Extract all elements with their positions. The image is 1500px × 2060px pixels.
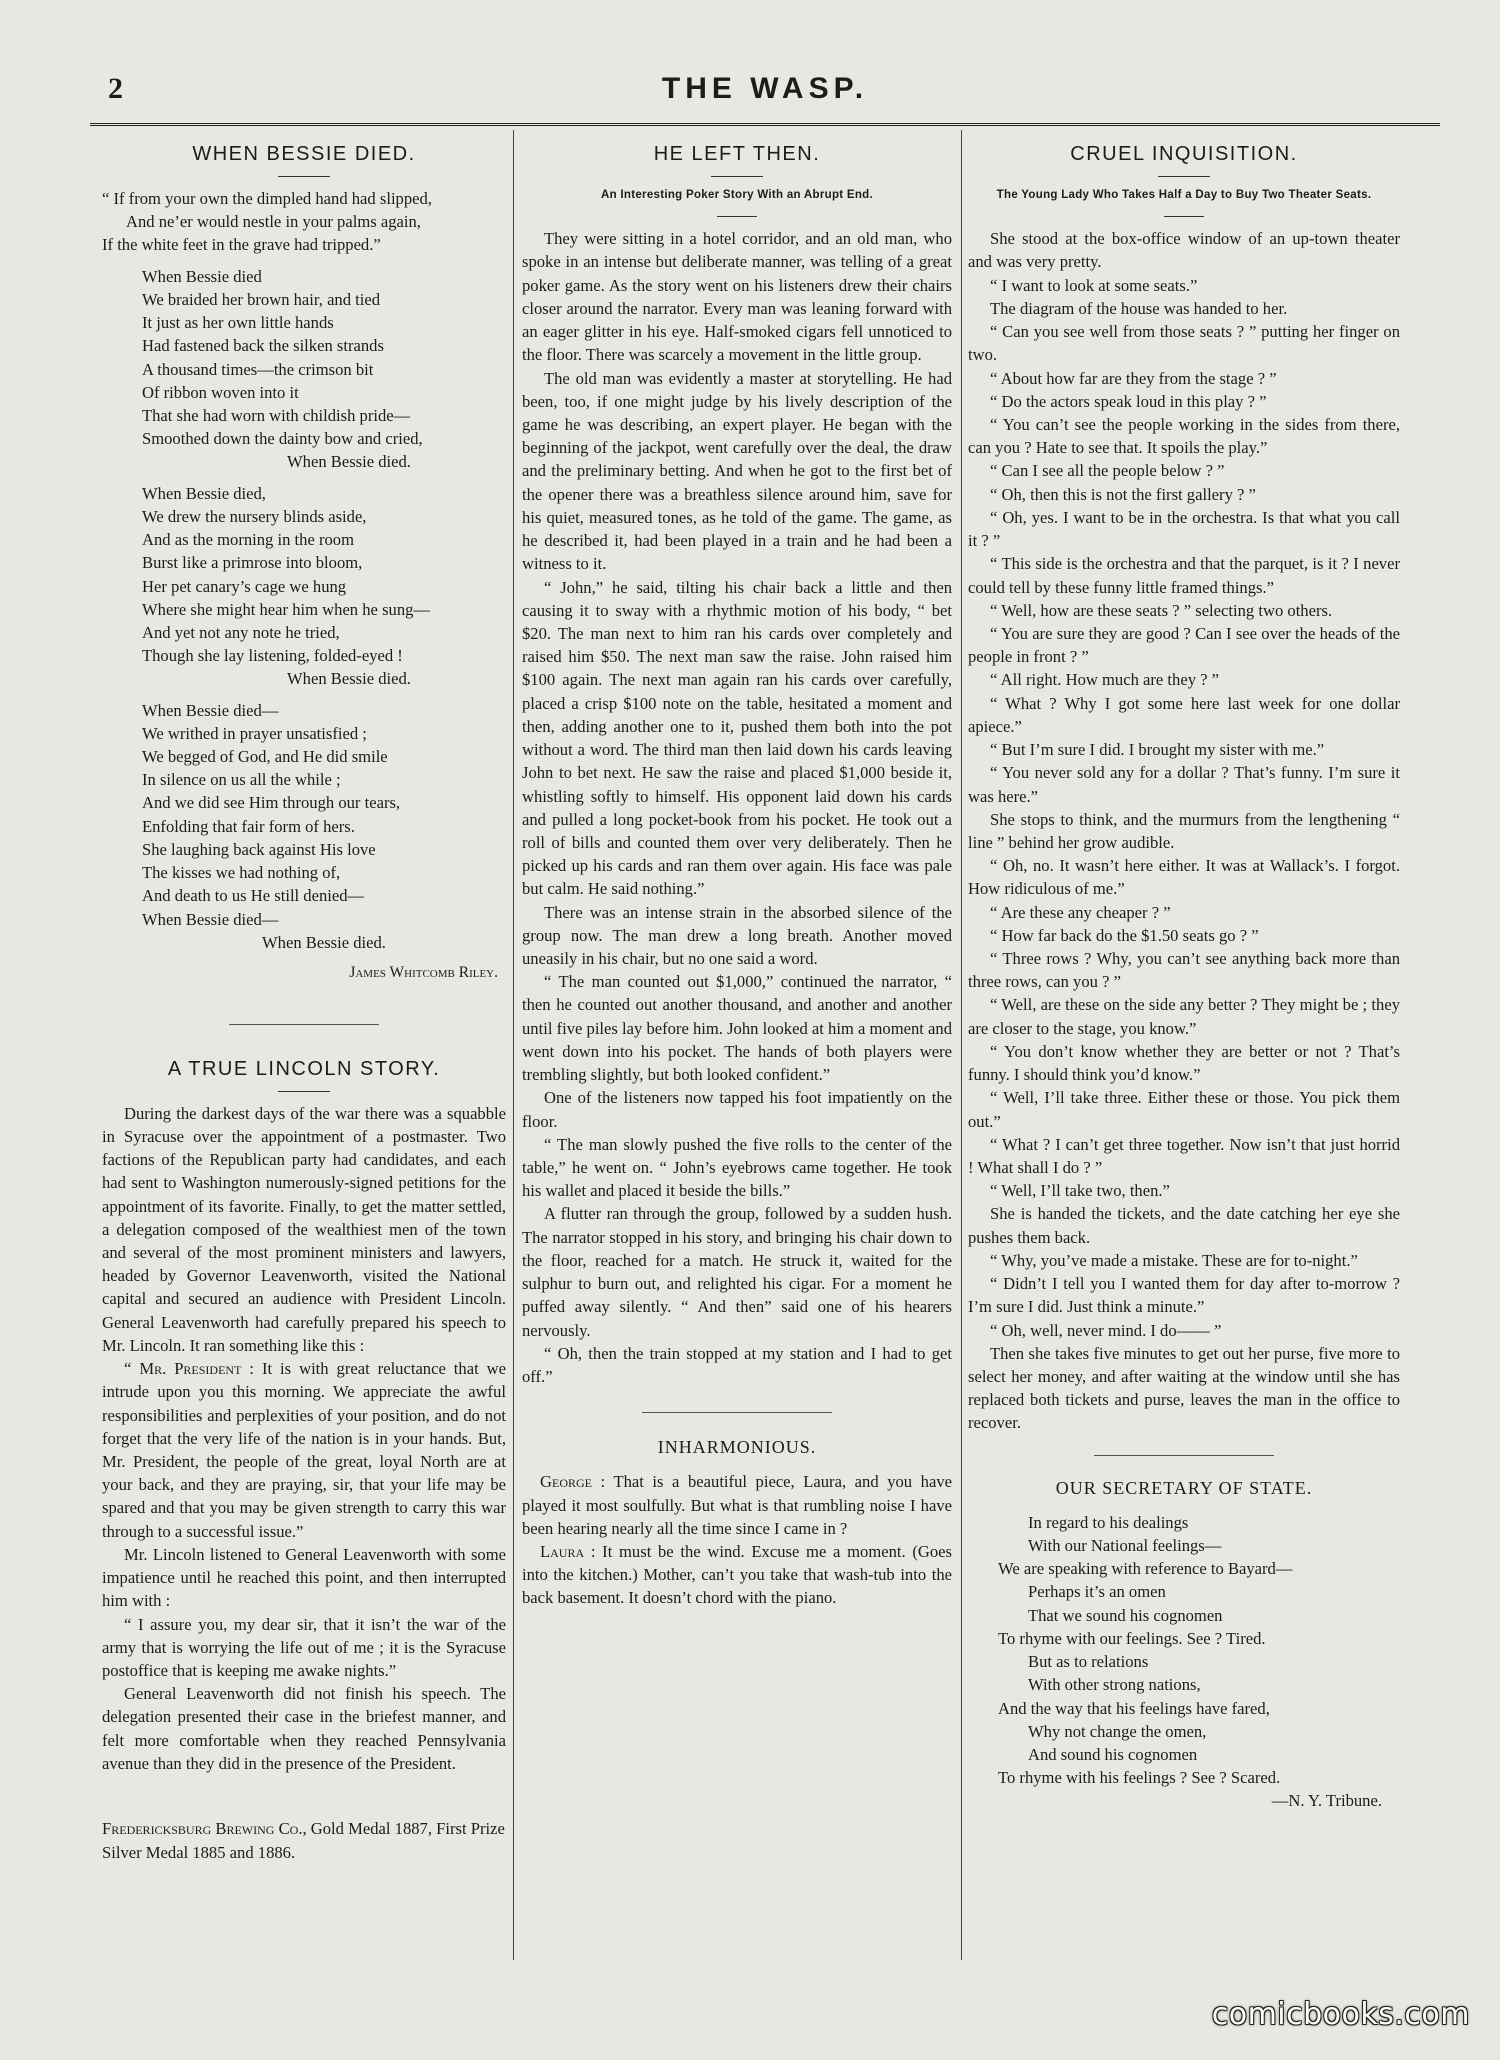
- paragraph: “ Oh, no. It wasn’t here either. It was at Wallack’s. I forgot. How ridiculous of me.”: [968, 856, 1400, 899]
- poem-line: With our National feelings—: [1028, 1536, 1222, 1556]
- paragraph: One of the listeners now tapped his foot impatiently on the floor.: [522, 1088, 952, 1131]
- poem-line: The kisses we had nothing of,: [142, 863, 341, 883]
- paragraph: “ The man slowly pushed the five rolls to the center of the table,” he went on. “ John’s eyebrows came together. He took his wallet and placed it beside the bills.”: [522, 1134, 952, 1201]
- article-title-inharmonious: INHARMONIOUS.: [657, 1437, 817, 1458]
- poem-line: We drew the nursery blinds aside,: [142, 506, 367, 526]
- poem-line: But as to relations: [1028, 1652, 1149, 1672]
- paragraph: A flutter ran through the group, followed by a sudden hush. The narrator stopped in his story, and bringing his chair down to the floor, reached for a match. He struck it, waited for the sulphur to burn out, and relighted his cigar. For a moment he puffed away silently. “ And then” said one of his hearers nervously.: [522, 1204, 952, 1340]
- short-rule: [711, 176, 763, 177]
- poem-line: When Bessie died.: [262, 932, 386, 952]
- speaker: Laura :: [540, 1542, 596, 1562]
- paragraph: She is handed the tickets, and the date catching her eye she pushes them back.: [968, 1204, 1400, 1247]
- cruel-paragraphs: [968, 227, 1400, 1434]
- top-rule: [90, 123, 1440, 126]
- article-title-cruel: CRUEL INQUISITION.: [1070, 143, 1298, 165]
- short-rule: [278, 1091, 330, 1092]
- short-rule: [278, 176, 330, 177]
- paragraph: “ Oh, then the train stopped at my station and I had to get off.”: [522, 1343, 952, 1386]
- paragraph: Then she takes five minutes to get out her purse, five more to select her money, and after waiting at the window until she has replaced both tickets and purse, leaves the man in the office to recover.: [968, 1343, 1400, 1433]
- paragraph: [102, 1357, 506, 1543]
- poem-line: We are speaking with reference to Bayard—: [998, 1559, 1293, 1579]
- poem-line: And we did see Him through our tears,: [142, 793, 401, 813]
- column-divider-2: [961, 130, 962, 1960]
- bessie-epigraph: [102, 187, 506, 257]
- poem-line: Where she might hear him when he sung—: [142, 599, 431, 619]
- poem-line: When Bessie died.: [287, 452, 411, 472]
- short-rule: [1164, 216, 1204, 217]
- poem-line: We braided her brown hair, and tied: [142, 289, 381, 309]
- poem-line: When Bessie died,: [142, 483, 266, 503]
- paragraph: Mr. Lincoln listened to General Leavenworth with some impatience until he reached this point, and then interrupted him with :: [102, 1544, 506, 1611]
- speaker: George :: [540, 1472, 606, 1492]
- paragraph: The diagram of the house was handed to her.: [990, 298, 1288, 318]
- paragraph: “ John,” he said, tilting his chair back a little and then causing it to sway with a rhythmic motion of his body, “ bet $20. The man next to him ran his cards over completely and raised him $50. The next man saw the raise. John raised him $100 again. The next man again ran his cards over carefully, placed a crisp $100 note on the table, hesitated a moment and then, adding another one to it, pushed them both into the pot without a word. The third man then laid down his cards leaving John to bet next. He saw the raise and placed $1,000 beside it, whistling softly to himself. His opponent laid down his cards and pulled a long pocket-book from his pocket. He took out a roll of bills and counted them over very deliberately. Then he picked up his cards and ran them over again. His face was pale but calm. He said nothing.”: [522, 577, 952, 899]
- section-rule: [642, 1412, 832, 1413]
- poem-credit: —N. Y. Tribune.: [1271, 1791, 1382, 1811]
- paragraph: “ This side is the orchestra and that the parquet, is it ? I never could tell by these funny little framed things.”: [968, 554, 1400, 597]
- paragraph: There was an intense strain in the absorbed silence of the group now. The man drew a long breath. Another moved uneasily in his chair, but no one said a word.: [522, 902, 952, 969]
- paragraph: The old man was evidently a master at storytelling. He had been, too, if one might judge by his lively description of the game he was describing, an expert player. He began with the beginning of the jackpot, went carefully over the deal, the draw and the preliminary betting. And when he got to the first bet of the opener there was a breathless silence around him, save for his quiet, measured tones, as he told of the game. The game, as he described it, had been played in a train and he had been a witness to it.: [522, 368, 952, 574]
- poem-line: Perhaps it’s an omen: [1028, 1582, 1166, 1602]
- article-title-poker: HE LEFT THEN.: [653, 143, 821, 165]
- poem-line: We begged of God, and He did smile: [142, 747, 388, 767]
- poem-line: In silence on us all the while ;: [142, 770, 341, 790]
- poem-line: That she had worn with childish pride—: [142, 405, 411, 425]
- short-rule: [717, 216, 757, 217]
- poem-line: And the way that his feelings have fared,: [998, 1698, 1270, 1718]
- poem-stanza: [102, 482, 506, 691]
- dialogue-text: That is a beautiful piece, Laura, and you have played it most soulfully. But what is that rumbling noise I have been hearing nearly all the time since I came in ?: [522, 1472, 952, 1538]
- article-subtitle: The Young Lady Who Takes Half a Day to Buy Two Theater Seats.: [996, 189, 1372, 201]
- paragraph: “ What ? Why I got some here last week for one dollar apiece.”: [968, 693, 1400, 736]
- paragraph: “ You never sold any for a dollar ? That’s funny. I’m sure it was here.”: [968, 763, 1400, 806]
- paragraph: “ Can you see well from those seats ? ” putting her finger on two.: [968, 322, 1400, 365]
- paragraph: “ You can’t see the people working in the sides from there, can you ? Hate to see that. It spoils the play.”: [968, 415, 1400, 458]
- page-number: 2: [108, 72, 123, 105]
- epigraph-line: And ne’er would nestle in your palms again,: [126, 212, 421, 232]
- paragraph: “ How far back do the $1.50 seats go ? ”: [990, 925, 1259, 945]
- poem-line: Had fastened back the silken strands: [142, 336, 384, 356]
- poem-line: When Bessie died.: [287, 669, 411, 689]
- paragraph-text: It is with great reluctance that we intrude upon you this morning. We appreciate the awful responsibilities and perplexities of your position, and do not forget that the very life of the nation is in your hands. But, Mr. President, the people of the great, loyal North are at your back, and they are praying, sir, that your life may be spared and that you may be given strength to carry this war through to a successful issue.”: [102, 1359, 506, 1541]
- poem-line: Why not change the omen,: [1028, 1721, 1207, 1741]
- poem-line: Enfolding that fair form of hers.: [142, 816, 355, 836]
- paragraph: During the darkest days of the war there was a squabble in Syracuse over the appointment of a postmaster. Two factions of the Republican party had candidates, and each had sent to Washington numerously-signed petitions for the appointment of its favorite. Finally, to get the matter settled, a delegation composed of the wealthiest men of the town and several of the most prominent ministers and lawyers, headed by Governor Leavenworth, visited the National capital and secured an audience with President Lincoln. General Leavenworth had carefully prepared his speech to Mr. Lincoln. It ran something like this :: [102, 1103, 506, 1355]
- poem-stanza: [102, 265, 506, 474]
- secretary-poem: [968, 1511, 1400, 1790]
- paragraph: She stops to think, and the murmurs from the lengthening “ line ” behind her grow audible.: [968, 809, 1400, 852]
- poem-line: When Bessie died—: [142, 700, 279, 720]
- poem-line: She laughing back against His love: [142, 839, 376, 859]
- paragraph: “ I want to look at some seats.”: [990, 275, 1198, 295]
- column-divider-1: [513, 130, 514, 1960]
- poem-line: Though she lay listening, folded-eyed !: [142, 646, 403, 666]
- poem-line: A thousand times—the crimson bit: [142, 359, 374, 379]
- paragraph: “ Three rows ? Why, you can’t see anything back more than three rows, can you ? ”: [968, 949, 1400, 992]
- poem-line: To rhyme with our feelings. See ? Tired.: [998, 1628, 1266, 1648]
- paragraph: “ Can I see all the people below ? ”: [990, 461, 1225, 481]
- paragraph: “ All right. How much are they ? ”: [990, 670, 1220, 690]
- section-rule: [229, 1024, 379, 1025]
- paragraph: She stood at the box-office window of an up-town theater and was very pretty.: [968, 229, 1400, 272]
- section-rule: [1094, 1455, 1274, 1456]
- poem-line: When Bessie died: [142, 266, 262, 286]
- paragraph: “ You are sure they are good ? Can I see over the heads of the people in front ? ”: [968, 623, 1400, 667]
- brewing-advertisement: [102, 1817, 506, 1865]
- poem-line: And sound his cognomen: [1028, 1745, 1198, 1764]
- article-title-bessie: WHEN BESSIE DIED.: [192, 143, 416, 165]
- author-signature: James Whitcomb Riley.: [349, 964, 498, 981]
- paragraph: General Leavenworth did not finish his speech. The delegation presented their case in the briefest manner, and felt more comfortable when they reached Pennsylvania avenue than they did in the presence of the President.: [102, 1684, 506, 1773]
- article-title-lincoln: A TRUE LINCOLN STORY.: [167, 1057, 441, 1080]
- paragraph: “ Well, are these on the side any better ? They might be ; they are closer to the stage, you know.”: [968, 995, 1400, 1038]
- poem-line: It just as her own little hands: [142, 313, 334, 333]
- paragraph: “ But I’m sure I did. I brought my sister with me.”: [990, 740, 1325, 760]
- paragraph: They were sitting in a hotel corridor, and an old man, who spoke in an intense but deliberate manner, was telling of a great poker game. As the story went on his listeners drew their chairs closer around the narrator. Every man was leaning forward with an eager glitter in his eye. Half-smoked cigars fell unnoticed to the floor. There was scarcely a movement in the little group.: [522, 229, 952, 365]
- paragraph: “ Why, you’ve made a mistake. These are for to-night.”: [990, 1250, 1358, 1270]
- paragraph: “ Oh, well, never mind. I do—— ”: [990, 1320, 1222, 1340]
- column-3: [968, 140, 1400, 1813]
- paragraph: “ Well, I’ll take three. Either these or those. You pick them out.”: [968, 1088, 1400, 1131]
- epigraph-line: If the white feet in the grave had tripped.”: [102, 235, 381, 255]
- paragraph: “ The man counted out $1,000,” continued the narrator, “ then he counted out another thousand, and another and another until five piles lay before him. John looked at him a moment and went down into his pocket. The hands of both players were trembling slightly, but both looked confident.”: [522, 972, 952, 1085]
- article-subtitle: An Interesting Poker Story With an Abrupt End.: [600, 189, 874, 201]
- poem-line: Of ribbon woven into it: [142, 382, 299, 402]
- ad-text: , Gold Medal 1887, First Prize Silver Medal 1885 and 1886.: [102, 1819, 505, 1863]
- poem-line: And death to us He still denied—: [142, 886, 365, 906]
- page-header: [90, 72, 1440, 112]
- masthead: THE WASP.: [661, 72, 869, 105]
- paragraph: “ Didn’t I tell you I wanted them for day after to-morrow ? I’m sure I did. Just think a minute.”: [968, 1274, 1400, 1317]
- paragraph: “ Well, how are these seats ? ” selecting two others.: [990, 600, 1333, 620]
- paragraph: “ You don’t know whether they are better or not ? That’s funny. I should think you’d know.”: [968, 1041, 1400, 1085]
- paragraph: “ Are these any cheaper ? ”: [990, 902, 1171, 922]
- paragraph: “ About how far are they from the stage ? ”: [990, 368, 1277, 388]
- dialogue-text: It must be the wind. Excuse me a moment. (Goes into the kitchen.) Mother, can’t you take that wash-tub into the back basement. It doesn’t chord with the piano.: [522, 1542, 952, 1608]
- column-1: [102, 140, 506, 1865]
- poem-line: And yet not any note he tried,: [142, 622, 340, 642]
- poem-line: Burst like a primrose into bloom,: [142, 553, 363, 573]
- paragraph: “ Well, I’ll take two, then.”: [990, 1181, 1170, 1201]
- site-watermark: comicbooks.com: [1211, 1997, 1470, 2032]
- poem-line: And as the morning in the room: [142, 530, 354, 550]
- epigraph-line: “ If from your own the dimpled hand had slipped,: [102, 189, 432, 208]
- poem-line: Smoothed down the dainty bow and cried,: [142, 429, 423, 449]
- poem-line: With other strong nations,: [1028, 1675, 1201, 1695]
- paragraph: “ What ? I can’t get three together. Now isn’t that just horrid ! What shall I do ? ”: [968, 1134, 1400, 1177]
- poem-line: That we sound his cognomen: [1028, 1605, 1223, 1625]
- paragraph: “ Oh, yes. I want to be in the orchestra. Is that what you call it ? ”: [968, 507, 1400, 551]
- paragraph: “ Oh, then this is not the first gallery ? ”: [990, 484, 1256, 504]
- dialogue-line: [522, 1470, 952, 1540]
- dialogue-line: [522, 1540, 952, 1610]
- column-2: [522, 140, 952, 1610]
- poem-line: When Bessie died—: [142, 909, 279, 929]
- paragraph: “ Do the actors speak loud in this play ? ”: [990, 391, 1267, 411]
- ad-company: Fredericksburg Brewing Co.: [102, 1819, 303, 1839]
- poem-line: To rhyme with his feelings ? See ? Scared.: [998, 1768, 1281, 1788]
- poem-stanza: [102, 699, 506, 954]
- short-rule: [1158, 176, 1210, 177]
- salutation: “ Mr. President :: [124, 1359, 254, 1379]
- paragraph: “ I assure you, my dear sir, that it isn’t the war of the army that is worrying the life out of me ; it is the Syracuse postoffice that is keeping me awake nights.”: [102, 1614, 506, 1680]
- poem-line: In regard to his dealings: [1028, 1512, 1189, 1532]
- poem-line: Her pet canary’s cage we hung: [142, 576, 347, 596]
- article-title-secretary: OUR SECRETARY OF STATE.: [1055, 1477, 1313, 1498]
- poem-line: We writhed in prayer unsatisfied ;: [142, 723, 367, 743]
